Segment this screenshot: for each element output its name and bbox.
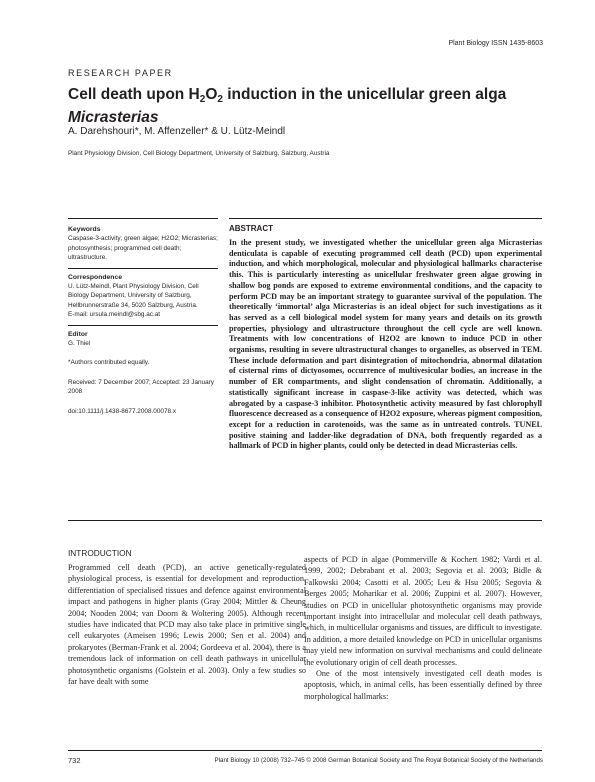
editor-heading: Editor (68, 330, 88, 338)
affiliation: Plant Physiology Division, Cell Biology Department, University of Salzburg, Salzburg, Austria (68, 150, 330, 157)
editor: G. Thiel (68, 340, 91, 348)
title-sub2: 2 (217, 94, 223, 105)
sidebar-rule (68, 268, 218, 269)
equal-contribution-note: *Authors contributed equally. (68, 359, 150, 367)
abstract-text: In the present study, we investigated whether the unicellular green alga Micrasterias denticulata is capable of executing programmed cell death (PCD) upon experimental induction, and which morphological, molecular and physiological hallmarks characterise this. This is particularly interesting as unicellular freshwater green algae growing in shallow bog ponds are exposed to extreme environmental conditions, and the capacity to perform PCD may be an important strategy to guarantee survival of the population. The theoretically ‘immortal’ alga Micrasterias is an ideal object for such investigations as it has served as a cell biological model system for many years and details on its growth properties, physiology and ultrastructure throughout the cell cycle are well known. Treatments with low concentrations of H2O2 are known to induce PCD in other organisms, resulting in severe ultrastructural changes to organelles, as observed in TEM. These include deformation and part disintegration of mitochondria, abnormal dilatation of cisternal rims of dictyosomes, occurrence of multivesicular bodies, an increase in the number of ER compartments, and slight condensation of chromatin. Additionally, a statistically significant increase in caspase-3-like activity was detected, which was abrogated by a caspase-3 inhibitor. Photosynthetic activity measured by fast chlorophyll fluorescence decreased as a consequence of H2O2 exposure, whereas pigment composition, except for a reduction in carotenoids, was the same as in untreated controls. TUNEL positive staining and ladder-like degradation of DNA, both frequently regarded as a hallmark of PCD in higher plants, could only be detected in dead Micrasterias cells. (229, 238, 542, 451)
title-part3: induction in the unicellular green alga (222, 86, 507, 103)
introduction-heading: INTRODUCTION (68, 548, 132, 558)
abstract-heading: ABSTRACT (229, 224, 273, 233)
paper-title (68, 86, 558, 127)
footer-rule (68, 750, 542, 751)
title-sub1: 2 (199, 94, 206, 105)
journal-header: Plant Biology ISSN 1435-8603 (448, 40, 543, 47)
correspondence: U. Lütz-Meindl, Plant Physiology Division, Cell Biology Department, University of Salzburg, Hellbrunnerstraße 34, 5020 Salzburg, Austria. (68, 283, 199, 309)
footer-citation: Plant Biology 10 (2008) 732–745 © 2008 German Botanical Society and The Royal Botanical Society of the Netherlands (214, 757, 543, 764)
intro-column-1: Programmed cell death (PCD), an active genetically-regulated physiological process, is essential for development and reproduction, differentiation of specialised tissues and defence against environmental impact and pathogens in higher plants (Gray 2004; Mittler & Cheung 2004; Nooden 2004; van Doorn & Woltering 2005). Although recent studies have indicated that PCD may also take place in primitive single cell eukaryotes (Ameisen 1996; Lewis 2000; Sen et al. 2004) and prokaryotes (Berman-Frank et al. 2004; Gordeeva et al. 2004), there is a tremendous lack of information on cell death pathways in unicellular photosynthetic organisms (Golstein et al. 2003). Only a few studies so far have dealt with some (68, 563, 306, 687)
abstract-bottom-rule (68, 520, 542, 521)
title-part1: Cell death upon H (68, 86, 200, 103)
title-line2: Micrasterias (68, 109, 159, 126)
sidebar-top-rule (68, 218, 218, 219)
page-number: 732 (68, 756, 81, 765)
keywords: Caspase-3-activity; green algae; H2O2; Micrasterias; photosynthesis; programmed cell death; ultrastructure. (68, 235, 218, 262)
title-part2: O (205, 86, 218, 103)
correspondence-heading: Correspondence (68, 273, 123, 281)
section-label: RESEARCH PAPER (68, 68, 173, 78)
authors: A. Darehshouri*, M. Affenzeller* & U. Lütz-Meindl (68, 126, 286, 137)
intro-col2-paragraph-1: aspects of PCD in algae (Pommerville & Kochert 1982; Vardi et al. 1999, 2002; Debrabant et al. 2003; Segovia et al. 2003; Bidle & Falkowski 2004; Casotti et al. 2005; Leu & Hsu 2005; Segovia & Berges 2005; Moharikar et al. 2006; Zuppini et al. 2007). However, studies on PCD in unicellular photosynthetic organisms may provide important insight into intracellular and molecular cell death pathways, which, in multicellular organisms and tissues, are difficult to investigate. In addition, a more detailed knowledge on PCD in unicellular organisms may yield new information on survival mechanisms and could delineate the evolutionary origin of cell death processes. (304, 555, 542, 667)
sidebar (68, 225, 218, 416)
doi: doi:10.1111/j.1438-8677.2008.00078.x (68, 407, 177, 415)
sidebar-rule (68, 325, 218, 326)
intro-col2-paragraph-2: One of the most intensively investigated cell death modes is apoptosis, which, in animal cells, has been essentially defined by three morphological hallmarks: (304, 669, 542, 701)
abstract-top-rule (229, 218, 542, 219)
intro-column-2 (304, 554, 542, 702)
keywords-heading: Keywords (68, 226, 101, 233)
received-accepted: Received: 7 December 2007; Accepted: 23 January 2008 (68, 378, 215, 396)
email: E-mail: ursula.meindl@sbg.ac.at (68, 311, 161, 319)
